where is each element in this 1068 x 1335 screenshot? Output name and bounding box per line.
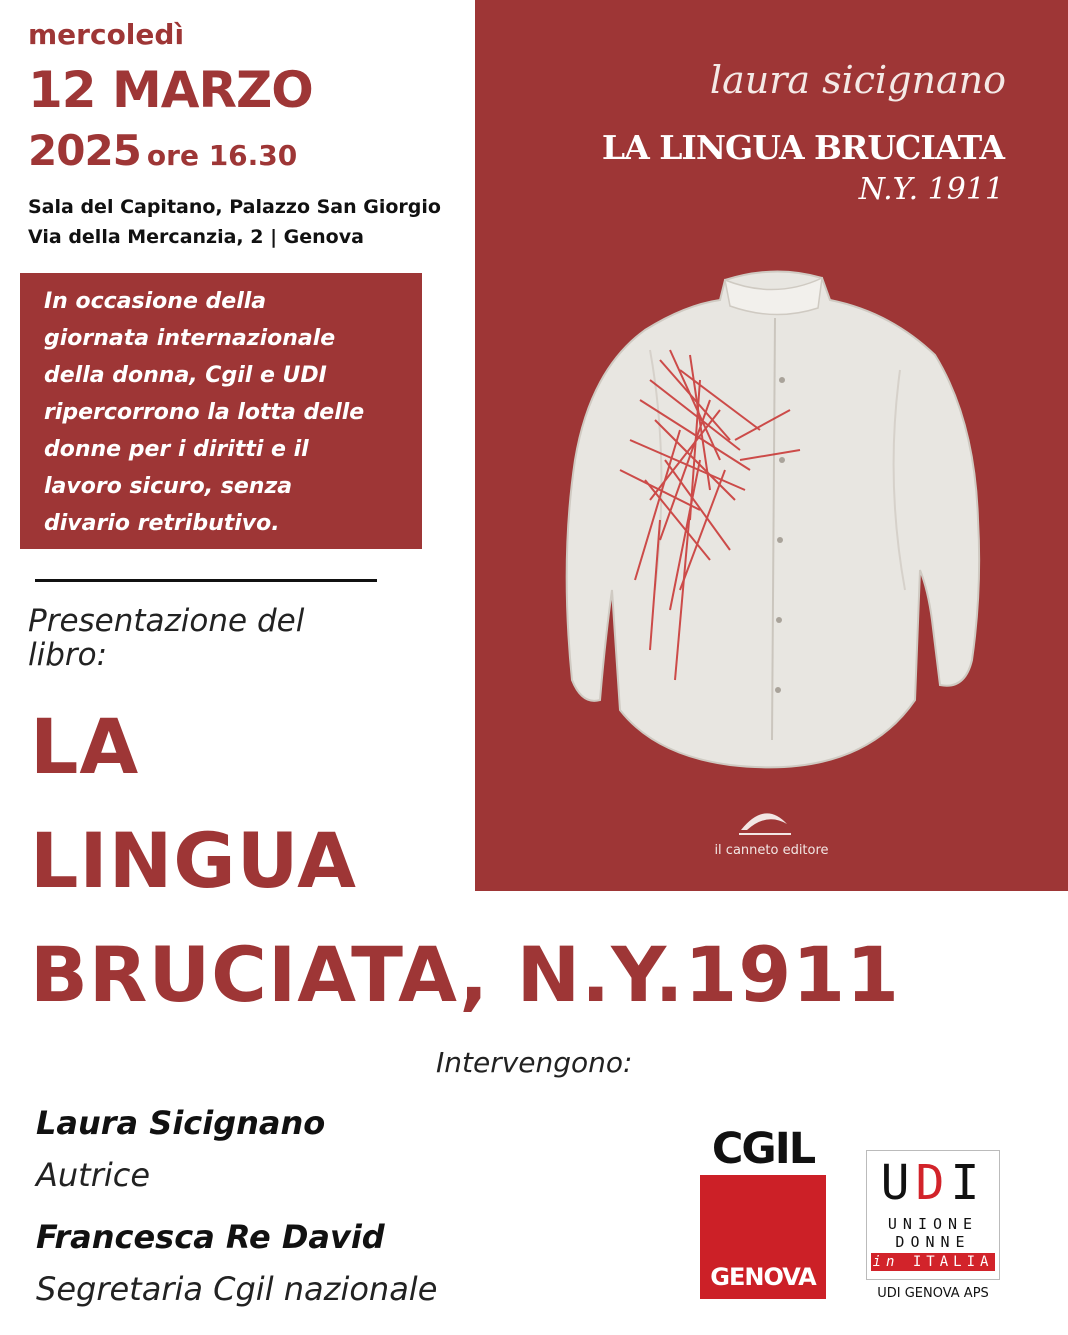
event-year: 2025 — [28, 126, 141, 175]
cover-publisher: il canneto editore — [714, 843, 829, 858]
event-venue — [28, 192, 441, 252]
publisher-logo-icon — [737, 804, 793, 838]
event-weekday: mercoledì — [28, 18, 185, 51]
cover-title: LA LINGUA BRUCIATA — [601, 128, 1004, 167]
cgil-logo-city: GENOVA — [710, 1263, 816, 1291]
udi-logo-word: UDI — [880, 1155, 986, 1211]
venue-line-2: Via della Mercanzia, 2 | Genova — [28, 226, 364, 248]
speaker-role: Autrice — [36, 1156, 151, 1194]
cgil-logo-word: CGIL — [711, 1124, 815, 1174]
book-cover — [475, 0, 1068, 891]
speaker-name: Laura Sicignano — [36, 1104, 326, 1142]
intro-line: lavoro sicuro, senza — [44, 474, 293, 499]
presentation-label: Presentazione del libro: — [28, 603, 305, 673]
intro-line: divario retributivo. — [44, 511, 280, 536]
udi-logo-line: UNIONE — [887, 1215, 979, 1233]
intro-box — [20, 273, 422, 549]
book-title-line: LINGUA — [30, 816, 357, 905]
intro-line: In occasione della — [44, 289, 267, 314]
venue-line-1: Sala del Capitano, Palazzo San Giorgio — [28, 196, 441, 218]
cover-subtitle: N.Y. 1911 — [858, 172, 1004, 207]
book-title-line: BRUCIATA, N.Y.1911 — [30, 930, 900, 1019]
cover-author: laura sicignano — [709, 58, 1006, 102]
speakers-heading: Intervengono: — [436, 1046, 633, 1079]
event-date: 12 MARZO — [28, 61, 313, 119]
udi-caption: UDI GENOVA APS — [877, 1286, 989, 1301]
shirt-illustration — [560, 260, 990, 780]
section-divider — [35, 579, 377, 582]
intro-text — [44, 283, 408, 542]
intro-line: ripercorrono la lotta delle — [44, 400, 365, 425]
intro-line: della donna, Cgil e UDI — [44, 363, 327, 388]
udi-logo — [866, 1150, 1000, 1280]
book-title-line: LA — [30, 702, 140, 791]
speaker-role: Segretaria Cgil nazionale — [36, 1270, 438, 1308]
event-year-time — [28, 126, 297, 185]
udi-logo-bar-text: in ITALIA — [872, 1254, 994, 1270]
intro-line: donne per i diritti e il — [44, 437, 309, 462]
udi-logo-line: DONNE — [895, 1233, 971, 1251]
event-time: ore 16.30 — [146, 139, 298, 172]
cgil-logo — [700, 1124, 826, 1299]
speaker-name: Francesca Re David — [36, 1218, 385, 1256]
intro-line: giornata internazionale — [44, 326, 336, 351]
